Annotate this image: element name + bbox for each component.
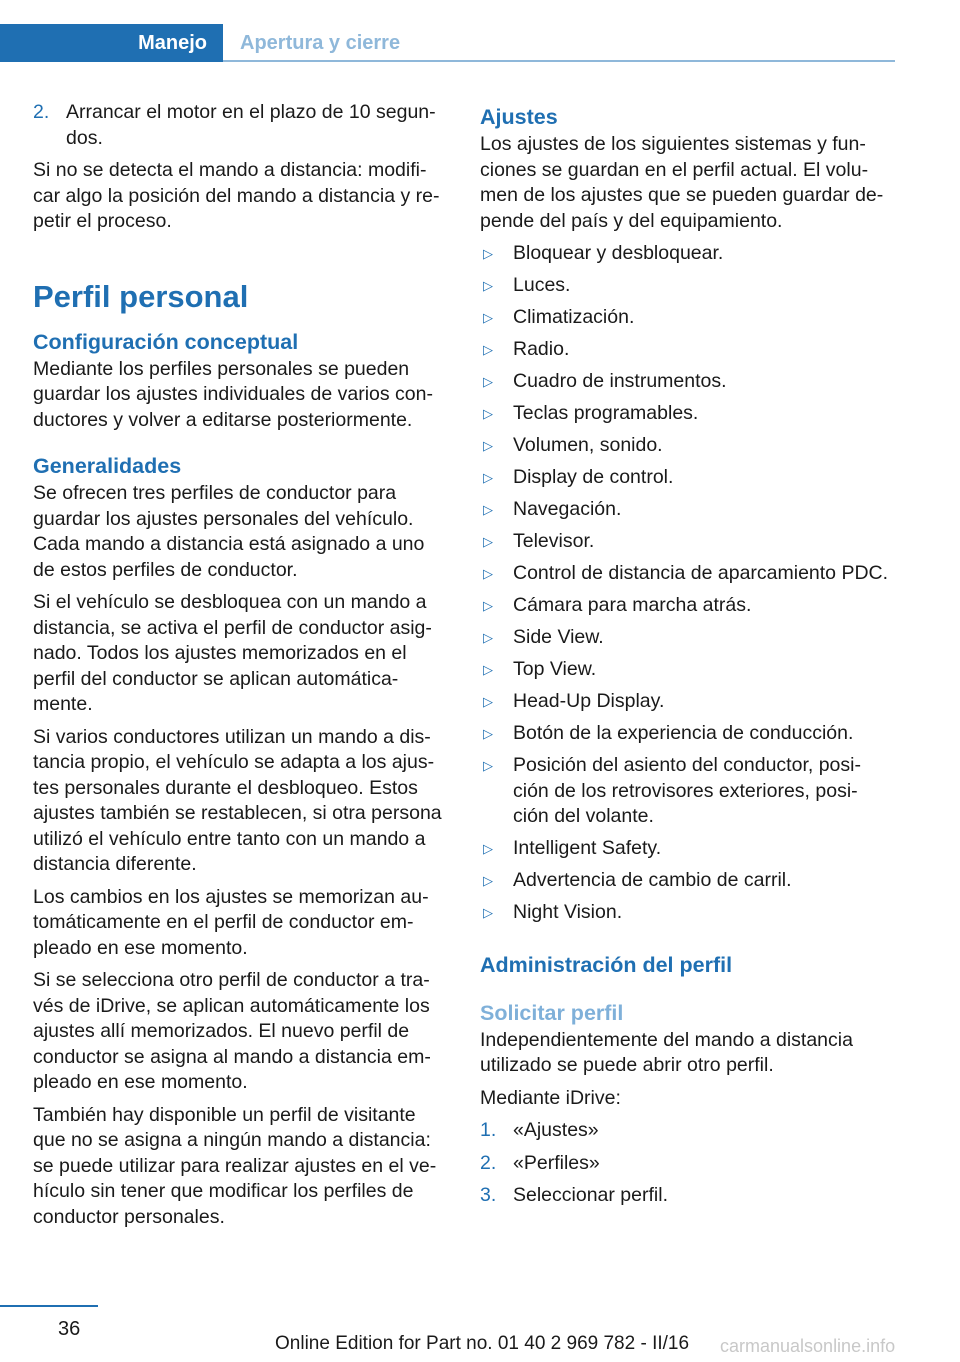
paragraph-general-1: Se ofrecen tres perfiles de conductor para guardar los ajustes personales del vehículo. Cada mando a distancia está asignado a uno de estos perfiles de conductor.	[33, 482, 425, 581]
chapter-tab-manejo: Manejo	[0, 24, 223, 62]
step-text: «Ajustes»	[513, 1119, 599, 1141]
heading-configuracion: Configuración conceptual	[33, 329, 299, 354]
settings-list-item	[480, 900, 898, 926]
settings-list-text: Cuadro de instrumentos.	[513, 370, 727, 392]
settings-list-item	[480, 433, 898, 459]
paragraph-general-5: Si se selecciona otro perfil de conductor a tra‐ vés de iDrive, se aplican automáticamente los ajustes allí memorizados. El nuevo perfil de conductor se asigna al mando a distancia em‐ pleado en ese momento.	[33, 969, 431, 1093]
settings-list-text: Volumen, sonido.	[513, 434, 663, 456]
left-column	[33, 100, 448, 1237]
settings-list-text: Display de control.	[513, 466, 674, 488]
heading-generalidades: Generalidades	[33, 454, 182, 478]
settings-list-item	[480, 401, 898, 427]
footer-rule	[0, 1305, 98, 1307]
triangle-bullet-icon: ▷	[483, 598, 493, 613]
paragraph-general-2: Si el vehículo se desbloquea con un mando a distancia, se activa el perfil de conductor asig‐ nado. Todos los ajustes memorizados en el perfil del conductor se aplican automática‐ mente.	[33, 591, 432, 715]
triangle-bullet-icon: ▷	[483, 438, 493, 453]
step-number: 1.	[480, 1119, 497, 1141]
paragraph-solicitar-1: Independientemente del mando a distancia utilizado se puede abrir otro perfil.	[480, 1028, 853, 1076]
settings-list-item	[480, 753, 898, 830]
heading-solicitar-perfil: Solicitar perfil	[480, 1000, 624, 1025]
triangle-bullet-icon: ▷	[483, 310, 493, 325]
settings-list-text: Radio.	[513, 338, 570, 360]
settings-list-text: Night Vision.	[513, 901, 623, 923]
step-text: «Perfiles»	[513, 1151, 600, 1174]
settings-list-text: Teclas programables.	[513, 402, 699, 424]
step-item	[33, 100, 448, 151]
triangle-bullet-icon: ▷	[483, 534, 493, 549]
settings-list-text: Cámara para marcha atrás.	[513, 594, 752, 616]
settings-list-text: Luces.	[513, 274, 571, 296]
settings-list-item	[480, 465, 898, 491]
settings-list-text: Side View.	[513, 626, 604, 648]
settings-list-item	[480, 657, 898, 683]
heading-administracion: Administración del perfil	[480, 952, 733, 977]
settings-list-text: Advertencia de cambio de carril.	[513, 869, 792, 891]
paragraph-general-6: También hay disponible un perfil de visitante que no se asigna a ningún mando a distancia: se puede utilizar para realizar ajustes en el ve‐ hículo sin tener que modificar los perfiles de conductor personales.	[33, 1103, 437, 1228]
triangle-bullet-icon: ▷	[483, 905, 493, 920]
triangle-bullet-icon: ▷	[483, 726, 493, 741]
triangle-bullet-icon: ▷	[483, 841, 493, 856]
settings-list-text: Botón de la experiencia de conducción.	[513, 722, 854, 744]
edition-note: Online Edition for Part no. 01 40 2 969 782 - II/16	[275, 1333, 690, 1354]
settings-list-item	[480, 721, 898, 747]
settings-list-item	[480, 241, 898, 267]
settings-list-item	[480, 689, 898, 715]
triangle-bullet-icon: ▷	[483, 758, 493, 773]
step-text: Seleccionar perfil.	[513, 1184, 668, 1206]
triangle-bullet-icon: ▷	[483, 502, 493, 517]
paragraph-general-3: Si varios conductores utilizan un mando a dis‐ tancia propio, el vehículo se adapta a los ajus‐ tes personales durante el desbloqueo. Estos ajustes también se restablecen, si otra persona utilizó el vehículo entre tanto con un mando a distancia diferente.	[33, 725, 442, 875]
step-number: 2.	[480, 1151, 497, 1174]
paragraph-solicitar-2: Mediante iDrive:	[480, 1086, 621, 1109]
step-item	[480, 1151, 898, 1177]
settings-list-text: Top View.	[513, 658, 597, 680]
settings-list-text: Intelligent Safety.	[513, 837, 662, 859]
settings-list-item	[480, 497, 898, 523]
settings-list-item	[480, 836, 898, 862]
step-text: Arrancar el motor en el plazo de 10 segun‐ dos.	[66, 101, 436, 149]
heading-perfil-personal: Perfil personal	[33, 278, 249, 314]
settings-list-item	[480, 593, 898, 619]
section-tab-apertura: Apertura y cierre	[240, 31, 401, 54]
paragraph-ajustes: Los ajustes de los siguientes sistemas y fun‐ ciones se guardan en el perfil actual. El volu‐ men de los ajustes que se pueden guardar de‐ pende del país y del equipamiento.	[480, 133, 884, 232]
settings-list-item	[480, 868, 898, 894]
settings-list-text: Head-Up Display.	[513, 690, 665, 712]
triangle-bullet-icon: ▷	[483, 374, 493, 389]
triangle-bullet-icon: ▷	[483, 662, 493, 677]
triangle-bullet-icon: ▷	[483, 342, 493, 357]
triangle-bullet-icon: ▷	[483, 406, 493, 421]
triangle-bullet-icon: ▷	[483, 278, 493, 293]
triangle-bullet-icon: ▷	[483, 566, 493, 581]
step-item	[480, 1183, 898, 1209]
settings-list	[480, 241, 898, 926]
right-column	[480, 100, 898, 1216]
settings-list-text: Climatización.	[513, 306, 635, 328]
settings-list-item	[480, 273, 898, 299]
triangle-bullet-icon: ▷	[483, 873, 493, 888]
heading-ajustes: Ajustes	[480, 105, 558, 129]
step-number: 3.	[480, 1184, 497, 1206]
settings-list-item	[480, 369, 898, 395]
settings-list-text: Televisor.	[513, 530, 595, 552]
triangle-bullet-icon: ▷	[483, 246, 493, 261]
settings-list-text: Bloquear y desbloquear.	[513, 242, 724, 264]
settings-list-item	[480, 305, 898, 331]
settings-list-text: Control de distancia de aparcamiento PDC.	[513, 562, 889, 584]
step-item	[480, 1118, 898, 1144]
triangle-bullet-icon: ▷	[483, 694, 493, 709]
page-number: 36	[58, 1318, 81, 1340]
settings-list-text: Posición del asiento del conductor, posi‐ ción de los retrovisores exteriores, posi‐ ción del volante.	[513, 754, 861, 827]
chapter-tab-bar	[0, 24, 895, 62]
paragraph-general-4: Los cambios en los ajustes se memorizan au‐ tomáticamente en el perfil de conductor em‐ pleado en ese momento.	[33, 885, 429, 959]
step-number: 2.	[33, 101, 50, 123]
header-underline	[223, 60, 895, 62]
settings-list-item	[480, 625, 898, 651]
settings-list-item	[480, 529, 898, 555]
settings-list-text: Navegación.	[513, 498, 622, 520]
triangle-bullet-icon: ▷	[483, 470, 493, 485]
paragraph-no-detect: Si no se detecta el mando a distancia: modifi‐ car algo la posición del mando a distancia y re‐ petir el proceso.	[33, 159, 440, 232]
settings-list-item	[480, 337, 898, 363]
settings-list-item	[480, 561, 898, 587]
watermark: carmanualsonline.info	[720, 1336, 896, 1356]
paragraph-config: Mediante los perfiles personales se pueden guardar los ajustes individuales de varios con‐ ductores y volver a editarse posteriormente.	[33, 357, 433, 431]
triangle-bullet-icon: ▷	[483, 630, 493, 645]
